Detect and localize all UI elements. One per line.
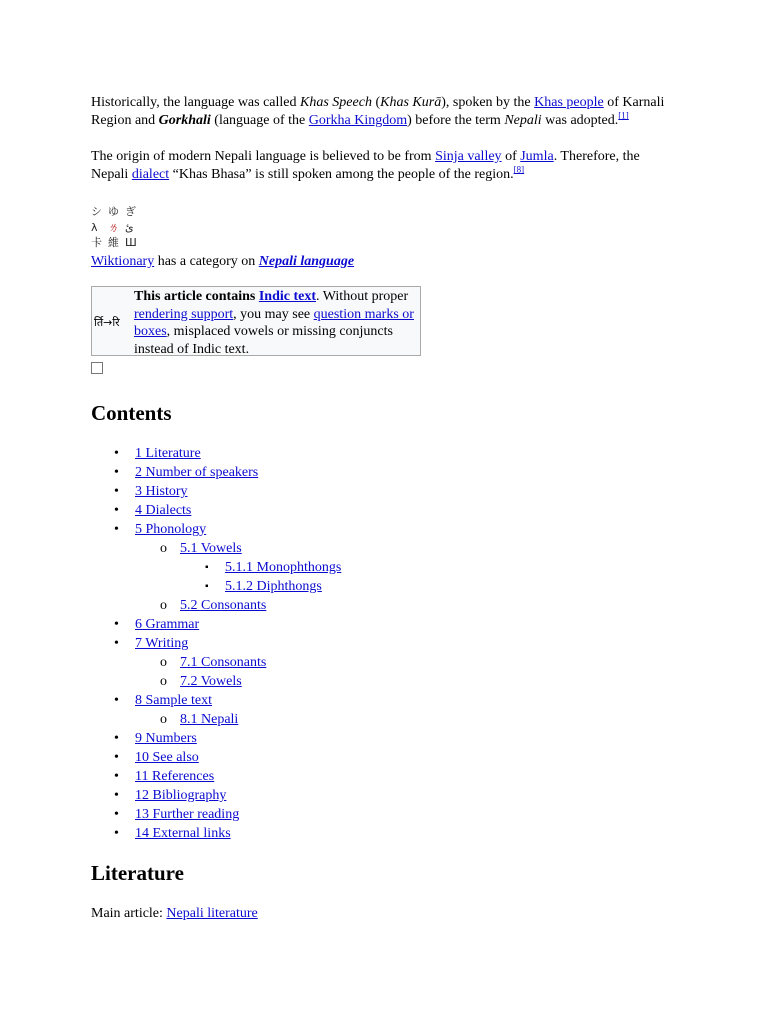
logo-glyph: 卡 <box>91 236 102 249</box>
toc-link[interactable]: 5.1.2 Diphthongs <box>225 579 322 594</box>
text: , misplaced vowels or missing conjuncts instead of Indic text. <box>134 324 393 357</box>
wiktionary-category-link[interactable]: Nepali language <box>258 254 355 269</box>
logo-glyph: ゆ <box>108 205 119 218</box>
main-article-label: Main article: <box>91 906 167 921</box>
logo-glyph: Ш <box>125 236 137 249</box>
bullet-marker: • <box>114 807 119 822</box>
toc-link[interactable]: 8.1 Nepali <box>180 712 239 727</box>
toc-link[interactable]: 7 Writing <box>135 636 189 651</box>
toc-link[interactable]: 6 Grammar <box>135 617 200 632</box>
link-gorkha-kingdom[interactable]: Gorkha Kingdom <box>308 113 408 128</box>
text: . Therefore, the Nepali <box>91 149 640 182</box>
text: was adopted. <box>541 113 619 128</box>
bullet-marker: ▪ <box>205 581 209 592</box>
link-nepali-literature[interactable]: Nepali literature <box>166 906 258 921</box>
italic-term: Khas Kurā <box>380 95 442 110</box>
toc-link[interactable]: 10 See also <box>135 750 199 765</box>
bold-italic-term: Gorkhali <box>158 113 211 128</box>
link-jumla[interactable]: Jumla <box>520 149 554 164</box>
wiktionary-logo <box>91 204 139 252</box>
link-sinja-valley[interactable]: Sinja valley <box>435 149 502 164</box>
toc-link[interactable]: 7.1 Consonants <box>180 655 267 670</box>
text: ( <box>371 95 381 110</box>
toc-link[interactable]: 13 Further reading <box>135 807 240 822</box>
bullet-marker: • <box>114 769 119 784</box>
notice-text <box>134 288 421 358</box>
bullet-marker: • <box>114 503 119 518</box>
text: “Khas Bhasa” is still spoken among the people of the region. <box>169 167 514 182</box>
text: Historically, the language was called <box>91 95 301 110</box>
main-article-line <box>91 905 258 923</box>
wiktionary-line <box>91 253 671 271</box>
toc-link[interactable]: 4 Dialects <box>135 503 192 518</box>
text: ) before the term <box>407 113 505 128</box>
text: . Without proper <box>316 289 409 304</box>
bullet-marker: • <box>114 522 119 537</box>
link-dialect[interactable]: dialect <box>131 167 170 182</box>
toc-link[interactable]: 1 Literature <box>135 446 201 461</box>
link-question-marks[interactable]: question marks or boxes <box>134 306 414 339</box>
article-body <box>91 94 671 271</box>
logo-glyph: ぎ <box>125 205 136 218</box>
link-indic-text[interactable]: Indic text <box>258 289 317 304</box>
bullet-marker: ▪ <box>205 562 209 573</box>
toc-link[interactable]: 14 External links <box>135 826 231 841</box>
toc-link[interactable]: 5 Phonology <box>135 522 207 537</box>
toc-link[interactable]: 5.2 Consonants <box>180 598 267 613</box>
toc-link[interactable]: 12 Bibliography <box>135 788 227 803</box>
toc-toggle-checkbox[interactable] <box>91 362 103 374</box>
bullet-marker: • <box>114 617 119 632</box>
toc-link[interactable]: 5.1.1 Monophthongs <box>225 560 342 575</box>
bullet-marker: o <box>160 674 167 689</box>
bullet-marker: • <box>114 484 119 499</box>
text: , you may see <box>233 306 314 322</box>
toc-link[interactable]: 9 Numbers <box>135 731 197 746</box>
toc-link[interactable]: 3 History <box>135 484 188 499</box>
wiktionary-link[interactable]: Wiktionary <box>91 254 155 269</box>
toc-link[interactable]: 5.1 Vowels <box>180 541 242 556</box>
indic-script-icon: र्ति→रि <box>94 316 120 329</box>
notice-bold: This article contains <box>134 289 259 304</box>
text: ), spoken by the <box>441 95 535 110</box>
logo-glyph: 維 <box>108 236 119 249</box>
link-rendering-support[interactable]: rendering support <box>134 306 234 322</box>
bullet-marker: • <box>114 636 119 651</box>
toc-link[interactable]: 7.2 Vowels <box>180 674 242 689</box>
bullet-marker: • <box>114 693 119 708</box>
toc-link[interactable]: 11 References <box>135 769 215 784</box>
citation-link[interactable]: [8] <box>513 164 525 175</box>
bullet-marker: o <box>160 598 167 613</box>
text: of <box>501 149 521 164</box>
bullet-marker: • <box>114 788 119 803</box>
toc-link[interactable]: 8 Sample text <box>135 693 212 708</box>
bullet-marker: o <box>160 655 167 670</box>
bullet-marker: • <box>114 731 119 746</box>
logo-glyph: ئ <box>125 221 134 234</box>
citation-link[interactable]: [1] <box>618 110 629 121</box>
logo-glyph: λ <box>91 221 98 234</box>
bullet-marker: • <box>114 750 119 765</box>
text: of Karnali Region and <box>91 95 665 128</box>
bullet-marker: o <box>160 712 167 727</box>
logo-glyph: ㄌ <box>108 221 119 234</box>
link-khas-people[interactable]: Khas people <box>534 95 604 110</box>
intro-paragraph-2 <box>91 148 671 184</box>
bullet-marker: • <box>114 446 119 461</box>
contents-heading: Contents <box>91 401 172 425</box>
literature-heading: Literature <box>91 861 184 885</box>
text: (language of the <box>210 113 309 128</box>
italic-term: Khas Speech <box>300 95 372 110</box>
intro-paragraph-1 <box>91 94 671 130</box>
bullet-marker: • <box>114 465 119 480</box>
bullet-marker: • <box>114 826 119 841</box>
text: has a category on <box>154 254 259 269</box>
toc-link[interactable]: 2 Number of speakers <box>135 465 259 480</box>
italic-term: Nepali <box>504 113 542 128</box>
text: The origin of modern Nepali language is believed to be from <box>91 149 436 164</box>
indic-text-notice <box>91 286 421 356</box>
logo-glyph: シ <box>91 205 102 218</box>
bullet-marker: o <box>160 541 167 556</box>
